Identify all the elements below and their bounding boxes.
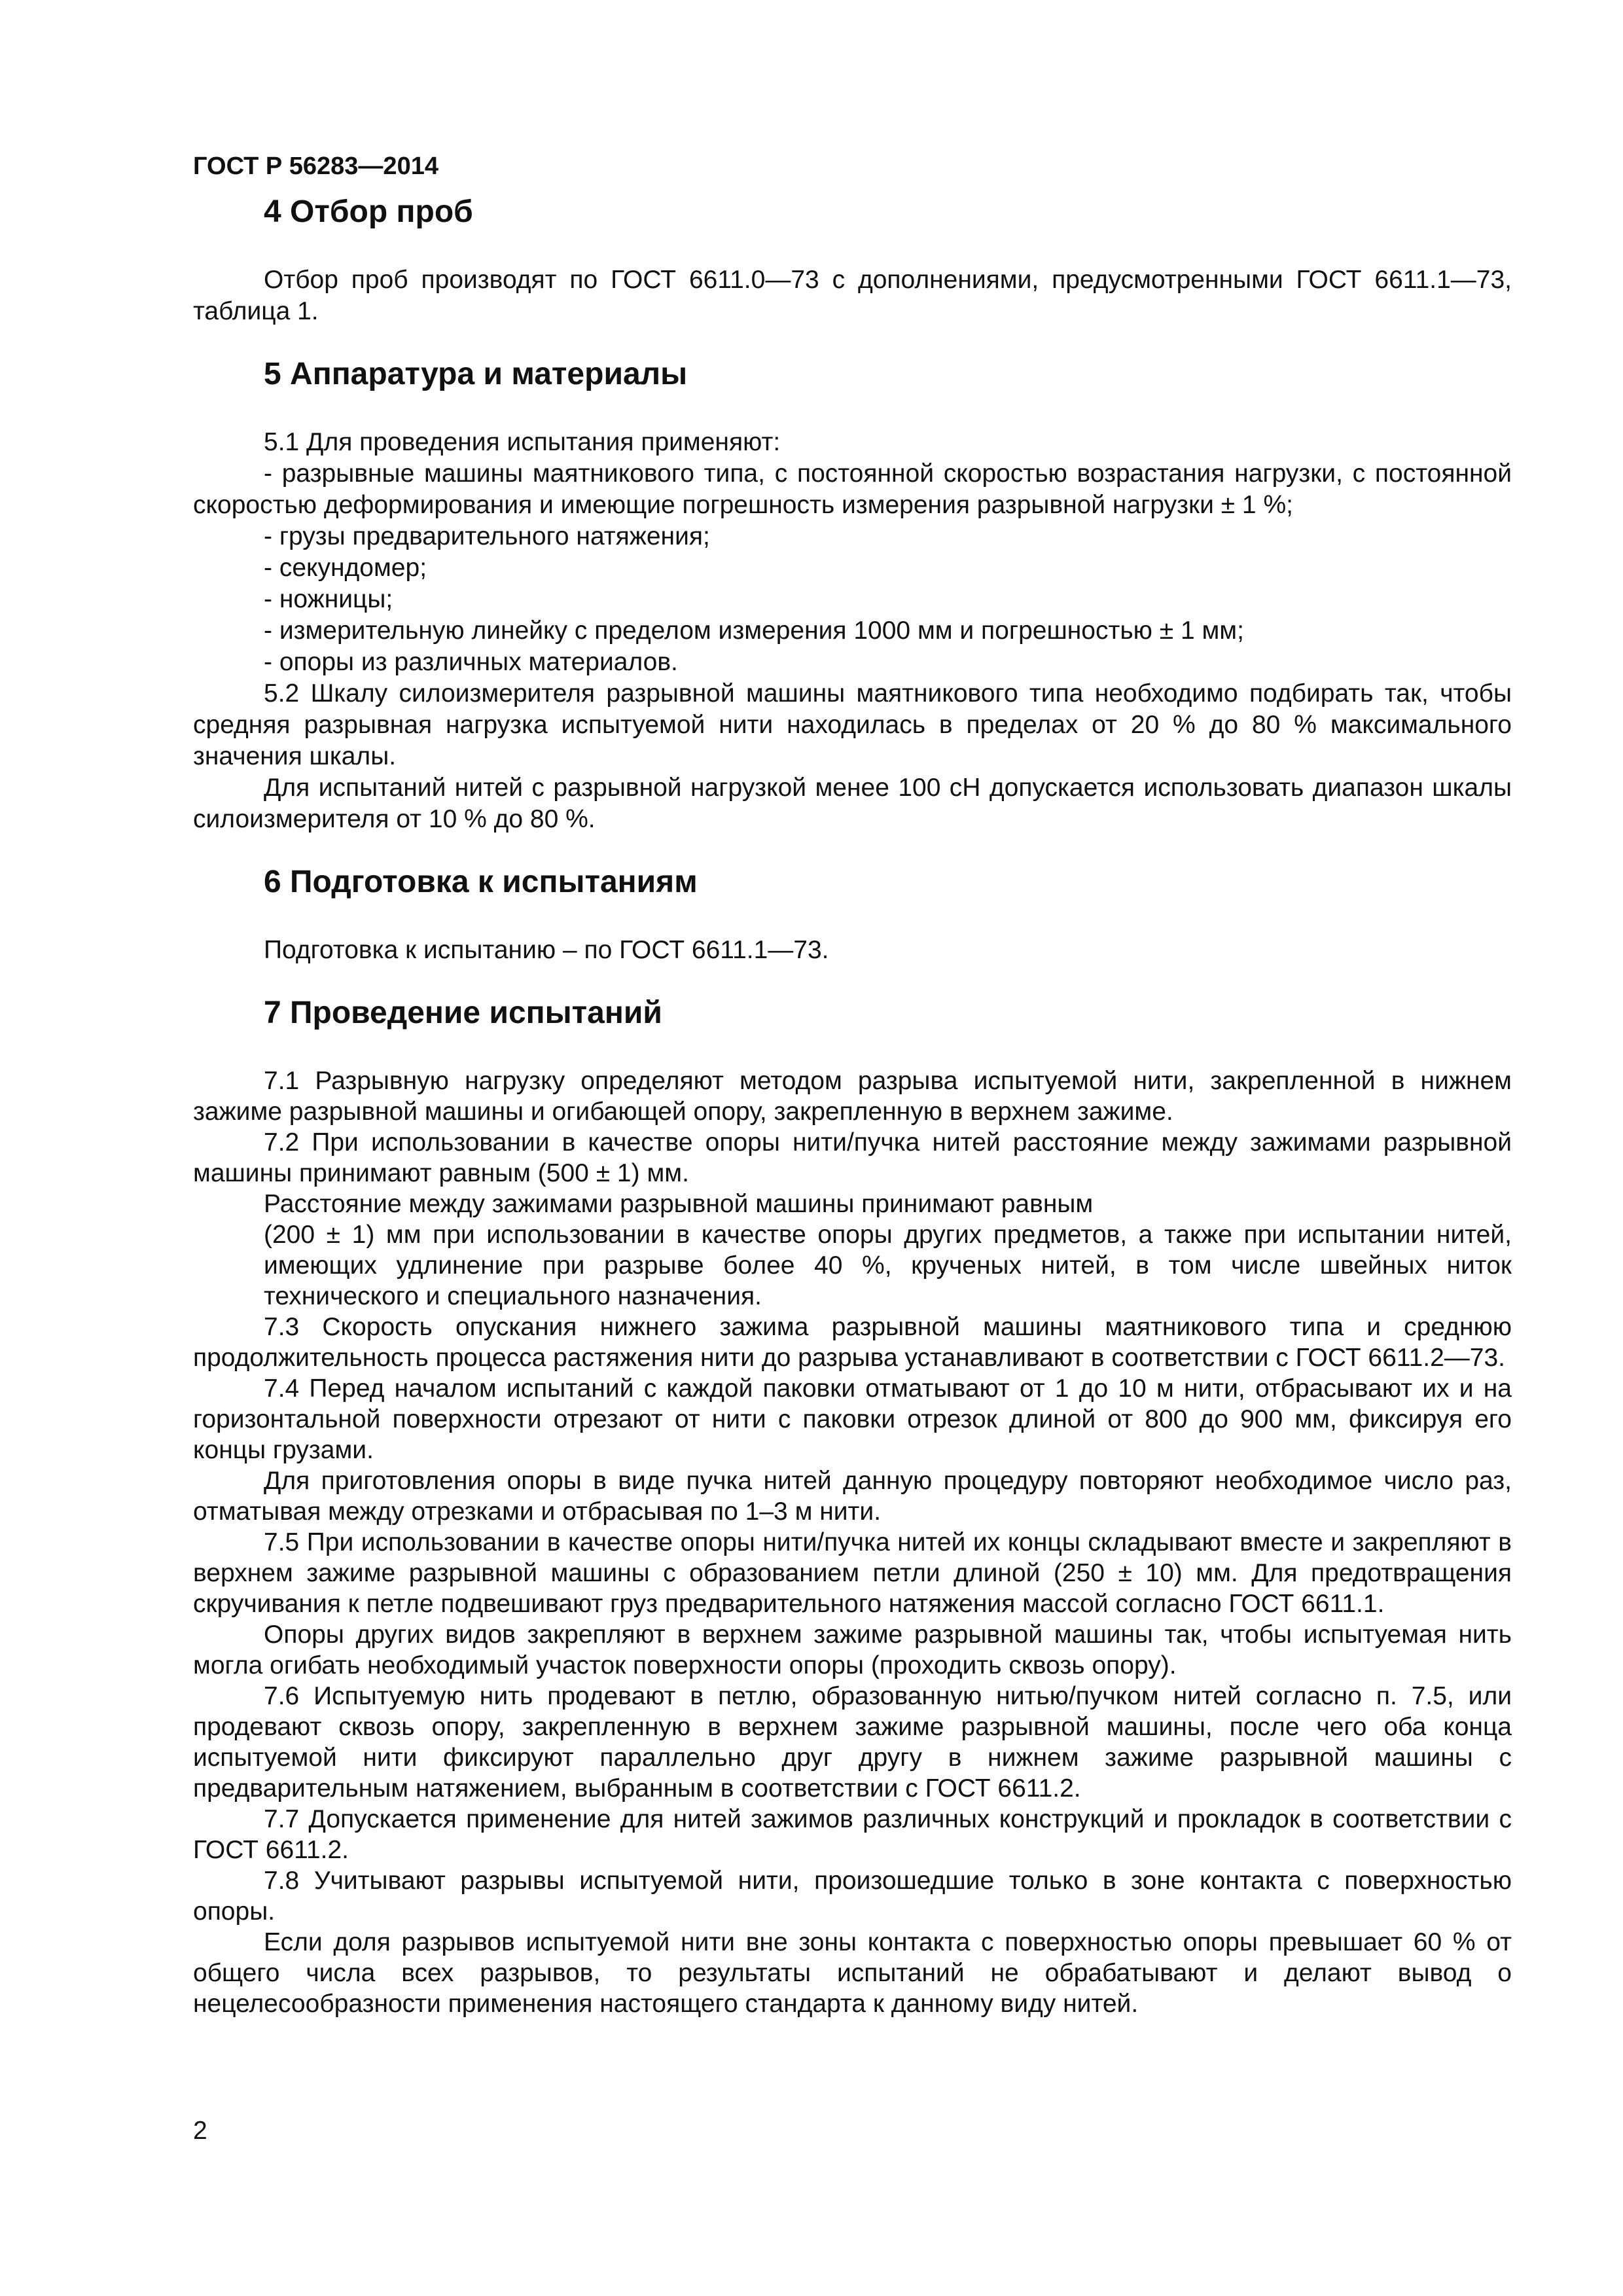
document-page: [193, 152, 1512, 2019]
list-item: - разрывные машины маятникового типа, с постоянной скоростью возрастания нагрузки, с постоянной скоростью деформирования и имеющие погрешность измерения разрывной нагрузки ± 1 %;: [193, 459, 1512, 519]
paragraph: Отбор проб производят по ГОСТ 6611.0—73 с дополнениями, предусмотренными ГОСТ 6611.1—73, таблица 1.: [193, 266, 1512, 325]
paragraph: 7.1 Разрывную нагрузку определяют методом разрыва испытуемой нити, закрепленной в нижнем зажиме разрывной машины и огибающей опору, закрепленную в верхнем зажиме.: [193, 1067, 1512, 1126]
paragraph: 5.2 Шкалу силоизмерителя разрывной машины маятникового типа необходимо подбирать так, чтобы средняя разрывная нагрузка испытуемой нити находилась в пределах от 20 % до 80 % максимального значения шкалы.: [193, 679, 1512, 770]
paragraph: Для испытаний нитей с разрывной нагрузкой менее 100 сН допускается использовать диапазон шкалы силоизмерителя от 10 % до 80 %.: [193, 774, 1512, 833]
section-heading: 5 Аппаратура и материалы: [264, 357, 688, 391]
section-heading: 7 Проведение испытаний: [264, 996, 662, 1030]
paragraph: 5.1 Для проведения испытания применяют:: [264, 428, 781, 456]
paragraph: 7.4 Перед началом испытаний с каждой паковки отматывают от 1 до 10 м нити, отбрасывают их и на горизонтальной поверхности отрезают от нити с паковки отрезок длиной от 800 до 900 мм, фиксируя его концы грузами.: [193, 1374, 1512, 1464]
section-heading: 4 Отбор проб: [264, 194, 473, 229]
paragraph: 7.2 При использовании в качестве опоры нити/пучка нитей расстояние между зажимами разрывной машины принимают равным (500 ± 1) мм.: [193, 1128, 1512, 1187]
section-7: [193, 995, 1512, 2019]
paragraph: 7.5 При использовании в качестве опоры нити/пучка нитей их концы складывают вместе и закрепляют в верхнем зажиме разрывной машины с образованием петли длиной (250 ± 10) мм. Для предотвращения скручивания к петле подвешивают груз предварительного натяжения массой согласно ГОСТ 6611.1.: [193, 1528, 1512, 1618]
section-4: [193, 194, 1512, 327]
list-item: - опоры из различных материалов.: [264, 648, 678, 676]
paragraph: 7.8 Учитывают разрывы испытуемой нити, произошедшие только в зоне контакта с поверхностью опоры.: [193, 1867, 1512, 1926]
paragraph: (200 ± 1) мм при использовании в качестве опоры других предметов, а также при испытании нитей, имеющих удлинение при разрыве более 40 %, крученых нитей, в том числе швейных ниток технического и специального назначения.: [264, 1221, 1512, 1310]
section-heading: 6 Подготовка к испытаниям: [264, 865, 698, 899]
paragraph: Если доля разрывов испытуемой нити вне зоны контакта с поверхностью опоры превышает 60 % от общего числа всех разрывов, то результаты испытаний не обрабатывают и делают вывод о нецелесообразности применения настоящего стандарта к данному виду нитей.: [193, 1928, 1512, 2018]
paragraph: Для приготовления опоры в виде пучка нитей данную процедуру повторяют необходимое число раз, отматывая между отрезками и отбрасывая по 1–3 м нити.: [193, 1467, 1512, 1526]
list-item: - грузы предварительного натяжения;: [264, 522, 710, 550]
page-number: 2: [193, 2117, 207, 2145]
section-6: [193, 864, 1512, 966]
list-item: - секундомер;: [264, 554, 427, 582]
list-item: - ножницы;: [264, 585, 393, 613]
section-5: [193, 356, 1512, 835]
paragraph: Расстояние между зажимами разрывной машины принимают равным: [264, 1190, 1094, 1218]
document-code: ГОСТ Р 56283—2014: [193, 152, 438, 180]
list-item: - измерительную линейку с пределом измерения 1000 мм и погрешностью ± 1 мм;: [264, 617, 1244, 645]
paragraph: 7.6 Испытуемую нить продевают в петлю, образованную нитью/пучком нитей согласно п. 7.5, или продевают сквозь опору, закрепленную в верхнем зажиме разрывной машины, после чего оба конца испытуемой нити фиксируют параллельно друг другу в нижнем зажиме разрывной машины с предварительным натяжением, выбранным в соответствии с ГОСТ 6611.2.: [193, 1682, 1512, 1803]
paragraph: 7.3 Скорость опускания нижнего зажима разрывной машины маятникового типа и среднюю продолжительность процесса растяжения нити до разрыва устанавливают в соответствии с ГОСТ 6611.2—73.: [193, 1313, 1512, 1372]
paragraph: Подготовка к испытанию – по ГОСТ 6611.1—73.: [264, 936, 829, 964]
paragraph: Опоры других видов закрепляют в верхнем зажиме разрывной машины так, чтобы испытуемая нить могла огибать необходимый участок поверхности опоры (проходить сквозь опору).: [193, 1621, 1512, 1679]
paragraph: 7.7 Допускается применение для нитей зажимов различных конструкций и прокладок в соответствии с ГОСТ 6611.2.: [193, 1805, 1512, 1864]
